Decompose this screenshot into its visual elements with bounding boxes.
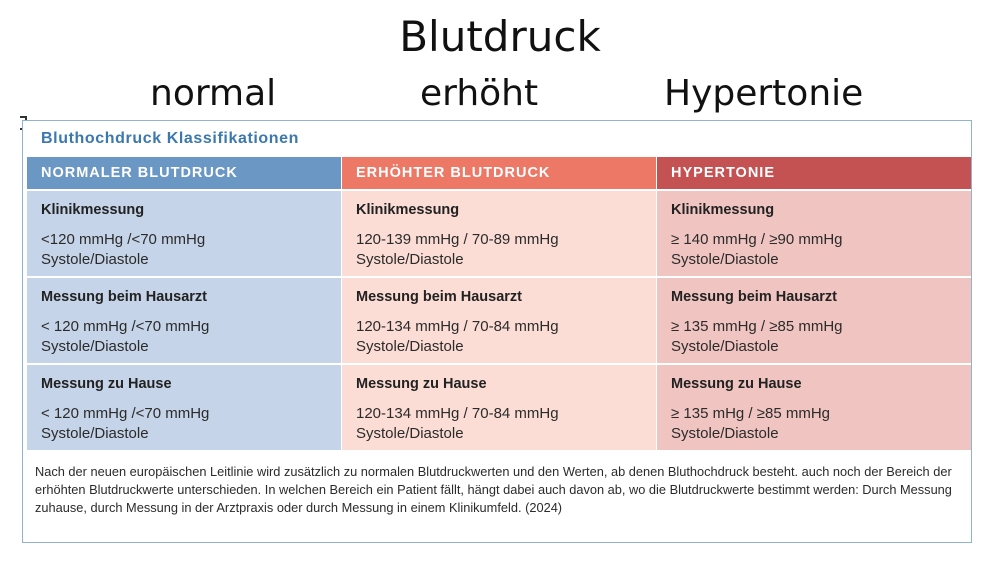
cell-sub: Systole/Diastole bbox=[671, 251, 779, 268]
cell-sub: Systole/Diastole bbox=[41, 251, 149, 268]
cell-label: Klinikmessung bbox=[41, 202, 145, 218]
cell-label: Messung beim Hausarzt bbox=[356, 289, 522, 305]
cell-label: Messung beim Hausarzt bbox=[41, 289, 207, 305]
table-cell bbox=[342, 189, 656, 276]
table-cell bbox=[657, 276, 971, 363]
cell-value: ≥ 140 mmHg / ≥90 mmHg bbox=[671, 231, 843, 248]
cell-sub: Systole/Diastole bbox=[41, 338, 149, 355]
column-erhoeht bbox=[342, 157, 656, 450]
cell-value: < 120 mmHg /<70 mmHg bbox=[41, 405, 210, 422]
cell-label: Klinikmessung bbox=[356, 202, 460, 218]
label-normal: normal bbox=[150, 73, 277, 114]
column-normal bbox=[27, 157, 341, 450]
cell-sub: Systole/Diastole bbox=[356, 251, 464, 268]
column-header: HYPERTONIE bbox=[657, 157, 971, 189]
cell-label: Messung beim Hausarzt bbox=[671, 289, 837, 305]
classification-card bbox=[22, 120, 972, 543]
column-header: ERHÖHTER BLUTDRUCK bbox=[342, 157, 656, 189]
table-cell bbox=[27, 276, 341, 363]
table-cell bbox=[27, 189, 341, 276]
cell-label: Messung zu Hause bbox=[671, 376, 802, 392]
label-hypertonie: Hypertonie bbox=[664, 73, 864, 114]
cell-label: Messung zu Hause bbox=[41, 376, 172, 392]
column-header: NORMALER BLUTDRUCK bbox=[27, 157, 341, 189]
cell-sub: Systole/Diastole bbox=[671, 338, 779, 355]
slide-title: Blutdruck bbox=[399, 12, 601, 61]
cell-value: <120 mmHg /<70 mmHg bbox=[41, 231, 206, 248]
footnote: Nach der neuen europäischen Leitlinie wird zusätzlich zu normalen Blutdruckwerten und den Werten, ab denen Bluthochdruck besteht. auch noch der Bereich der erhöhten Blutdruckwerte unterschieden. In welchen Bereich ein Patient fällt, hängt dabei auch davon ab, wo die Blutdruckwerte bestimmt werden: Durch Messung zuhause, durch Messung in der Arztpraxis oder durch Messung in einem Klinikumfeld. (2024) bbox=[35, 464, 952, 515]
table-cell bbox=[657, 363, 971, 450]
table-cell bbox=[657, 189, 971, 276]
cell-value: ≥ 135 mHg / ≥85 mmHg bbox=[671, 405, 831, 422]
cell-value: ≥ 135 mmHg / ≥85 mmHg bbox=[671, 318, 843, 335]
label-erhoeht: erhöht bbox=[420, 73, 539, 114]
cell-value: 120-134 mmHg / 70-84 mmHg bbox=[356, 405, 559, 422]
cell-value: 120-134 mmHg / 70-84 mmHg bbox=[356, 318, 559, 335]
cell-sub: Systole/Diastole bbox=[356, 425, 464, 442]
column-hypertonie bbox=[657, 157, 971, 450]
cell-value: 120-139 mmHg / 70-89 mmHg bbox=[356, 231, 559, 248]
table-cell bbox=[342, 276, 656, 363]
cell-sub: Systole/Diastole bbox=[41, 425, 149, 442]
cell-label: Klinikmessung bbox=[671, 202, 775, 218]
cell-sub: Systole/Diastole bbox=[356, 338, 464, 355]
cell-label: Messung zu Hause bbox=[356, 376, 487, 392]
cell-value: < 120 mmHg /<70 mmHg bbox=[41, 318, 210, 335]
card-title: Bluthochdruck Klassifikationen bbox=[41, 130, 300, 147]
table-cell bbox=[342, 363, 656, 450]
table-cell bbox=[27, 363, 341, 450]
cell-sub: Systole/Diastole bbox=[671, 425, 779, 442]
